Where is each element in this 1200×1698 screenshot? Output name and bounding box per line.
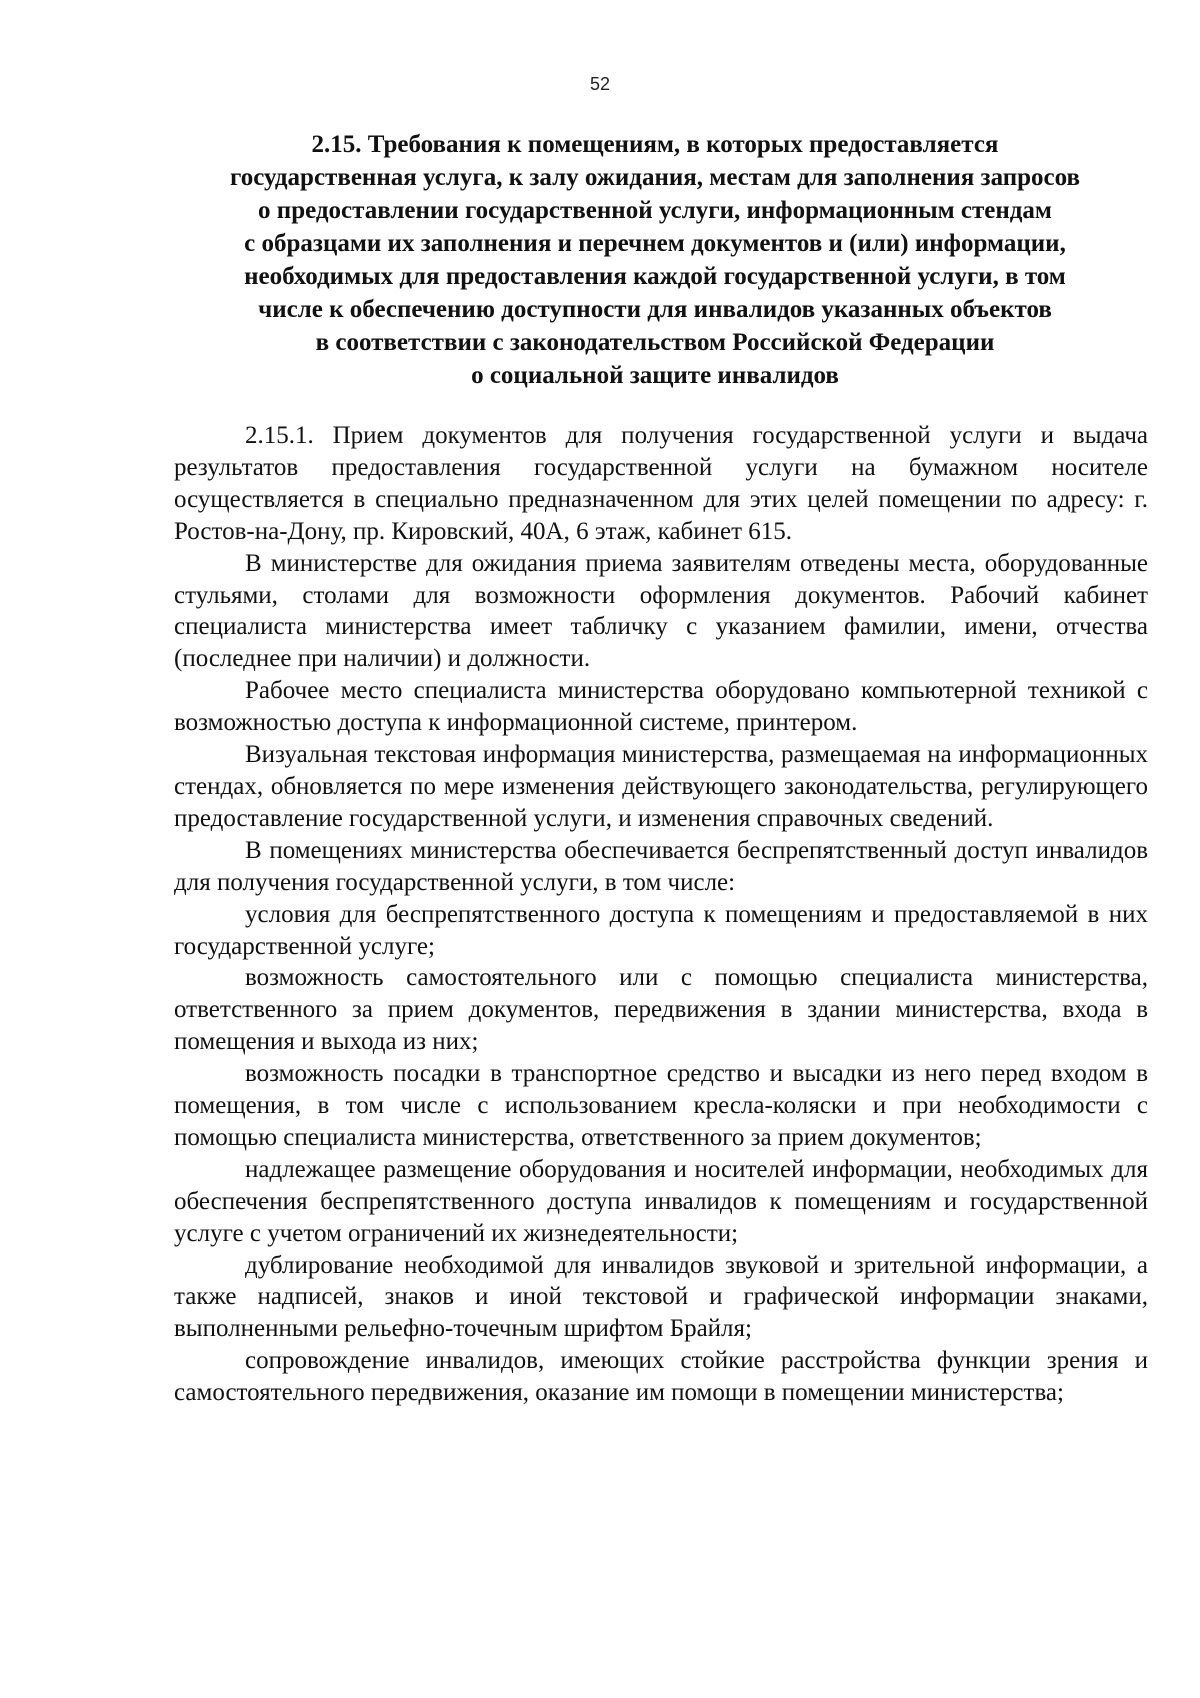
heading-line: государственная услуга, к залу ожидания, местам для заполнения запросов (229, 164, 1081, 191)
section-heading (160, 128, 1150, 392)
heading-line: с образцами их заполнения и перечнем документов и (или) информации, (244, 230, 1066, 257)
heading-line: о социальной защите инвалидов (471, 362, 839, 389)
page-number: 52 (589, 74, 611, 94)
heading-line: о предоставлении государственной услуги, информационным стендам (258, 197, 1052, 224)
paragraph: Визуальная текстовая информация министерства, размещаемая на информационных стендах, обновляется по мере изменения действующего законодательства, регулирующего предоставление государственной услуги, и изменения справочных сведений. (174, 741, 1148, 832)
paragraph: Рабочее место специалиста министерства оборудовано компьютерной техникой с возможностью доступа к информационной системе, принтером. (174, 677, 1148, 737)
list-item: сопровождение инвалидов, имеющих стойкие расстройства функции зрения и самостоятельного передвижения, оказание им помощи в помещении министерства; (174, 1347, 1148, 1407)
list-item: дублирование необходимой для инвалидов звуковой и зрительной информации, а также надписей, знаков и иной текстовой и графической информации знаками, выполненными рельефно-точечным шрифтом Брайля; (174, 1251, 1148, 1343)
heading-line: числе к обеспечению доступности для инвалидов указанных объектов (258, 296, 1052, 323)
list-item: возможность посадки в транспортное средство и высадки из него перед входом в помещения, в том числе с использованием кресла-коляски и при необходимости с помощью специалиста министерства, ответственного за прием документов; (174, 1060, 1148, 1151)
heading-line: 2.15. Требования к помещениям, в которых предоставляется (311, 131, 999, 158)
heading-line: необходимых для предоставления каждой государственной услуги, в том (244, 263, 1066, 290)
paragraph: 2.15.1. Прием документов для получения государственной услуги и выдача результатов предоставления государственной услуги на бумажном носителе осуществляется в специально предназначенном для этих целей помещении по адресу: г. Ростов-на-Дону, пр. Кировский, 40А, 6 этаж, кабинет 615. (174, 422, 1148, 545)
paragraph: В министерстве для ожидания приема заявителям отведены места, оборудованные стульями, столами для возможности оформления документов. Рабочий кабинет специалиста министерства имеет табличку с указанием фамилии, имени, отчества (последнее при наличии) и должности. (174, 549, 1148, 673)
heading-line: в соответствии с законодательством Российской Федерации (315, 329, 995, 356)
list-item: возможность самостоятельного или с помощью специалиста министерства, ответственного за прием документов, передвижения в здании министерства, входа в помещения и выхода из них; (174, 964, 1148, 1056)
body-text (174, 420, 1148, 1409)
list-item: надлежащее размещение оборудования и носителей информации, необходимых для обеспечения беспрепятственного доступа инвалидов к помещениям и государственной услуге с учетом ограничений их жизнедеятельности; (174, 1155, 1148, 1247)
list-item: условия для беспрепятственного доступа к помещениям и предоставляемой в них государственной услуге; (174, 900, 1148, 960)
paragraph: В помещениях министерства обеспечивается беспрепятственный доступ инвалидов для получения государственной услуги, в том числе: (174, 836, 1148, 896)
